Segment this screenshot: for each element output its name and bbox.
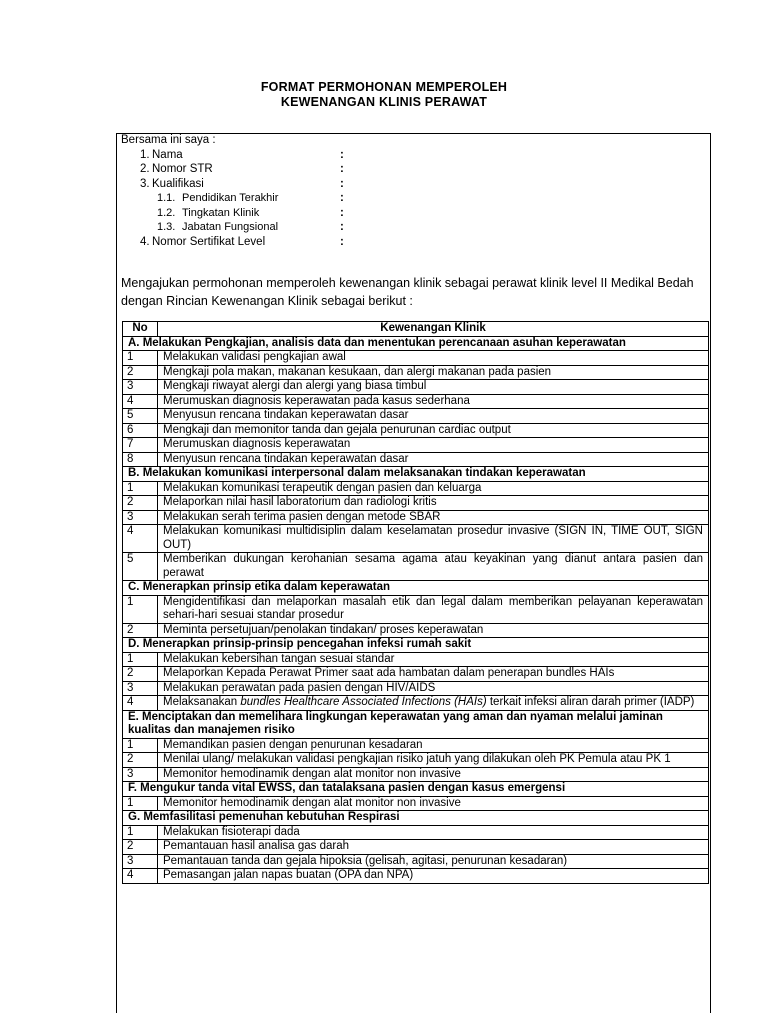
- table-row: [123, 553, 709, 581]
- field-colon: :: [340, 235, 344, 248]
- table-row: [123, 753, 709, 768]
- item-number: 3: [123, 681, 158, 696]
- authority-text: Memberikan dukungan kerohanian sesama agama atau keyakinan yang dianut antara pasien dan perawat: [158, 553, 709, 581]
- identity-field: [121, 191, 706, 206]
- authority-text-part: terkait infeksi aliran darah primer (IADP): [486, 696, 695, 708]
- title-line-2: KEWENANGAN KLINIS PERAWAT: [280, 95, 488, 109]
- authority-text: Merumuskan diagnosis keperawatan pada kasus sederhana: [158, 394, 709, 409]
- section-row: [123, 811, 709, 826]
- identity-field: [121, 220, 706, 235]
- field-label: Nomor Sertifikat Level: [152, 235, 266, 248]
- section-title: D. Menerapkan prinsip-prinsip pencegahan infeksi rumah sakit: [123, 638, 709, 653]
- authority-text: [158, 696, 709, 711]
- item-number: 3: [123, 510, 158, 525]
- authority-text: Merumuskan diagnosis keperawatan: [158, 438, 709, 453]
- authority-text: Mengidentifikasi dan melaporkan masalah etik dan legal dalam memberikan pelayanan keperawatan sehari-hari sesuai standar prosedur: [158, 595, 709, 623]
- section-row: [123, 782, 709, 797]
- section-row: [123, 581, 709, 596]
- authority-text: Melakukan fisioterapi dada: [158, 825, 709, 840]
- table-row: [123, 423, 709, 438]
- table-row: [123, 840, 709, 855]
- item-number: 4: [123, 394, 158, 409]
- table-row: [123, 652, 709, 667]
- identity-field: [121, 148, 706, 163]
- field-label: Nama: [152, 148, 183, 161]
- page-title: [0, 80, 768, 110]
- authority-text: Melakukan perawatan pada pasien dengan HIV/AIDS: [158, 681, 709, 696]
- item-number: 5: [123, 409, 158, 424]
- authority-text: Melaporkan Kepada Perawat Primer saat ada hambatan dalam penerapan bundles HAIs: [158, 667, 709, 682]
- table-row: [123, 696, 709, 711]
- field-number: 1.3.: [157, 221, 176, 233]
- table-row: [123, 380, 709, 395]
- field-number: 4.: [140, 235, 150, 248]
- table-row: [123, 496, 709, 511]
- table-row: [123, 738, 709, 753]
- table-row: [123, 796, 709, 811]
- section-title: E. Menciptakan dan memelihara lingkungan keperawatan yang aman dan nyaman melalui jaminan kualitas dan manajemen risiko: [123, 710, 709, 738]
- item-number: 5: [123, 553, 158, 581]
- field-label: Tingkatan Klinik: [182, 206, 260, 219]
- identity-field-list: [121, 148, 706, 250]
- field-colon: :: [340, 221, 344, 233]
- authority-text: Menyusun rencana tindakan keperawatan dasar: [158, 452, 709, 467]
- authority-text: Menilai ulang/ melakukan validasi pengkajian risiko jatuh yang dilakukan oleh PK Pemula atau PK 1: [158, 753, 709, 768]
- table-row: [123, 854, 709, 869]
- table-row: [123, 595, 709, 623]
- item-number: 4: [123, 525, 158, 553]
- item-number: 1: [123, 738, 158, 753]
- authority-text: Pemantauan hasil analisa gas darah: [158, 840, 709, 855]
- item-number: 7: [123, 438, 158, 453]
- table-header-row: [123, 322, 709, 337]
- item-number: 1: [123, 351, 158, 366]
- authority-text: Melakukan komunikasi terapeutik dengan pasien dan keluarga: [158, 481, 709, 496]
- field-colon: :: [340, 206, 344, 219]
- item-number: 6: [123, 423, 158, 438]
- item-number: 3: [123, 380, 158, 395]
- authority-text: Melakukan komunikasi multidisiplin dalam keselamatan prosedur invasive (SIGN IN, TIME OUT, SIGN OUT): [158, 525, 709, 553]
- section-row: [123, 336, 709, 351]
- field-number: 3.: [140, 177, 150, 190]
- column-header-no: No: [123, 322, 158, 337]
- authority-text: Memandikan pasien dengan penurunan kesadaran: [158, 738, 709, 753]
- item-number: 4: [123, 696, 158, 711]
- authority-text: Mengkaji pola makan, makanan kesukaan, dan alergi makanan pada pasien: [158, 365, 709, 380]
- table-row: [123, 438, 709, 453]
- request-statement: Mengajukan permohonan memperoleh kewenangan klinik sebagai perawat klinik level II Medikal Bedah dengan Rincian Kewenangan Klinik sebagai berikut :: [121, 276, 694, 308]
- table-row: [123, 525, 709, 553]
- item-number: 2: [123, 365, 158, 380]
- field-label: Nomor STR: [152, 163, 213, 175]
- section-title: B. Melakukan komunikasi interpersonal dalam melaksanakan tindakan keperawatan: [123, 467, 709, 482]
- authority-text: Melakukan kebersihan tangan sesuai standar: [158, 652, 709, 667]
- item-number: 1: [123, 481, 158, 496]
- intro-lead: Bersama ini saya :: [121, 134, 216, 146]
- table-row: [123, 869, 709, 884]
- table-row: [123, 452, 709, 467]
- item-number: 1: [123, 825, 158, 840]
- table-row: [123, 623, 709, 638]
- section-title: A. Melakukan Pengkajian, analisis data dan menentukan perencanaan asuhan keperawatan: [123, 336, 709, 351]
- section-row: [123, 638, 709, 653]
- section-row: [123, 710, 709, 738]
- authority-text: Melakukan validasi pengkajian awal: [158, 351, 709, 366]
- table-row: [123, 510, 709, 525]
- authority-text: Mengkaji riwayat alergi dan alergi yang biasa timbul: [158, 380, 709, 395]
- authority-text: Mengkaji dan memonitor tanda dan gejala penurunan cardiac output: [158, 423, 709, 438]
- field-colon: :: [340, 177, 344, 190]
- table-row: [123, 365, 709, 380]
- item-number: 3: [123, 767, 158, 782]
- table-row: [123, 481, 709, 496]
- column-header-authority: Kewenangan Klinik: [158, 322, 709, 337]
- item-number: 2: [123, 667, 158, 682]
- clinical-authority-table: [122, 321, 709, 884]
- table-row: [123, 351, 709, 366]
- field-colon: :: [340, 163, 344, 175]
- table-row: [123, 409, 709, 424]
- field-label: Kualifikasi: [152, 177, 204, 190]
- applicant-identity: [121, 133, 706, 249]
- item-number: 2: [123, 840, 158, 855]
- item-number: 8: [123, 452, 158, 467]
- section-title: C. Menerapkan prinsip etika dalam keperawatan: [123, 581, 709, 596]
- field-number: 1.2.: [157, 206, 176, 219]
- identity-field: [121, 177, 706, 192]
- item-number: 1: [123, 796, 158, 811]
- item-number: 1: [123, 595, 158, 623]
- authority-text: Melakukan serah terima pasien dengan metode SBAR: [158, 510, 709, 525]
- section-row: [123, 467, 709, 482]
- authority-text-part: Melaksanakan: [163, 696, 241, 708]
- authority-text: Memonitor hemodinamik dengan alat monitor non invasive: [158, 767, 709, 782]
- authority-text: Memonitor hemodinamik dengan alat monitor non invasive: [158, 796, 709, 811]
- field-colon: :: [340, 148, 344, 161]
- item-number: 2: [123, 753, 158, 768]
- field-number: 1.1.: [157, 192, 176, 204]
- section-title: F. Mengukur tanda vital EWSS, dan tatalaksana pasien dengan kasus emergensi: [123, 782, 709, 797]
- authority-text: Meminta persetujuan/penolakan tindakan/ proses keperawatan: [158, 623, 709, 638]
- field-label: Jabatan Fungsional: [182, 221, 279, 233]
- field-number: 2.: [140, 163, 150, 175]
- table-row: [123, 825, 709, 840]
- authority-text: Pemasangan jalan napas buatan (OPA dan NPA): [158, 869, 709, 884]
- item-number: 1: [123, 652, 158, 667]
- authority-text: Pemantauan tanda dan gejala hipoksia (gelisah, agitasi, penurunan kesadaran): [158, 854, 709, 869]
- item-number: 4: [123, 869, 158, 884]
- identity-field: [121, 162, 706, 177]
- field-colon: :: [340, 192, 344, 204]
- authority-text: Melaporkan nilai hasil laboratorium dan radiologi kritis: [158, 496, 709, 511]
- table-body: [123, 336, 709, 883]
- item-number: 2: [123, 496, 158, 511]
- identity-field: [121, 206, 706, 221]
- title-line-1: FORMAT PERMOHONAN MEMPEROLEH: [260, 80, 508, 94]
- authority-text: Menyusun rencana tindakan keperawatan dasar: [158, 409, 709, 424]
- field-number: 1.: [140, 148, 150, 161]
- section-title: G. Memfasilitasi pemenuhan kebutuhan Respirasi: [123, 811, 709, 826]
- table-row: [123, 667, 709, 682]
- identity-field: [121, 235, 706, 250]
- table-row: [123, 394, 709, 409]
- item-number: 2: [123, 623, 158, 638]
- table-row: [123, 681, 709, 696]
- table-row: [123, 767, 709, 782]
- field-label: Pendidikan Terakhir: [182, 192, 279, 204]
- authority-text-emphasis: bundles Healthcare Associated Infections (HAIs): [240, 696, 487, 708]
- item-number: 3: [123, 854, 158, 869]
